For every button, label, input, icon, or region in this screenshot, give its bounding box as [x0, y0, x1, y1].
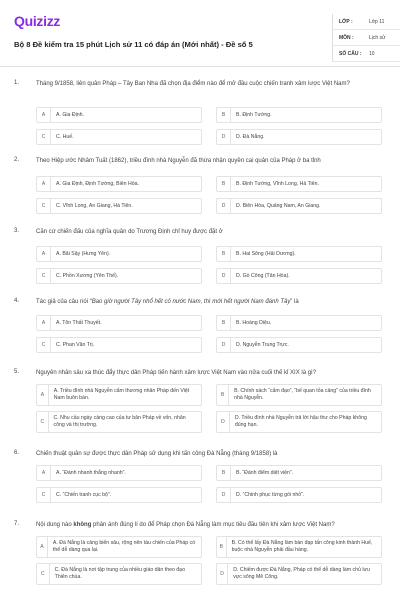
option-text: B. Định Tường, Vĩnh Long, Hà Tiên. [236, 180, 319, 187]
option-d[interactable] [216, 268, 382, 284]
option-text: D. Đà Nẵng. [236, 133, 265, 140]
info-key: SỐ CÂU : [339, 50, 362, 57]
option-text: C. Vĩnh Long, An Giang, Hà Tiên. [56, 202, 133, 209]
option-d[interactable] [216, 198, 382, 214]
question-text [36, 521, 376, 530]
option-text: D. Triều đình nhà Nguyễn trả lời hậu thư cho Pháp không đúng hạn. [234, 415, 367, 428]
option-letter: A [37, 316, 51, 330]
question-text: Căn cứ chiến đấu của nghĩa quân do Trương Định chỉ huy được đặt ở [36, 229, 223, 235]
info-table [332, 14, 400, 62]
option-letter: B [217, 247, 231, 261]
option-text: D. Nguyễn Trung Trực. [236, 341, 289, 348]
info-key: LỚP : [339, 18, 353, 25]
question-3 [14, 228, 388, 293]
question-number: 1. [14, 80, 20, 86]
option-c[interactable] [36, 129, 202, 145]
option-text: A. Gia Định, Định Tường, Biên Hòa. [56, 180, 139, 187]
option-letter: C [37, 412, 49, 432]
option-text: B. Có thể lấy Đà Nẵng làm bàn đạp tấn công kinh thành Huế, buộc nhà Nguyễn phải đầu hàng. [231, 540, 373, 553]
option-c[interactable] [36, 411, 202, 433]
question-text-pre: Nội dung nào [36, 522, 74, 528]
question-4 [14, 298, 388, 363]
option-letter: C [37, 488, 51, 502]
option-letter: A [37, 108, 51, 122]
option-letter: D [217, 488, 231, 502]
option-a[interactable] [36, 536, 202, 558]
option-a[interactable] [36, 465, 202, 481]
question-number: 6. [14, 450, 20, 456]
option-letter: D [217, 130, 231, 144]
question-number: 5. [14, 369, 20, 375]
option-b[interactable] [216, 176, 382, 192]
option-text: B. Định Tường. [236, 111, 272, 118]
option-text: A. Bãi Sậy (Hưng Yên). [56, 250, 111, 257]
option-letter: C [37, 338, 51, 352]
option-text: A. Triều đình nhà Nguyễn cấm thương nhân Pháp đến Việt Nam buôn bán. [53, 388, 190, 401]
option-letter: B [217, 177, 231, 191]
option-text: C. Huế. [56, 133, 74, 140]
option-letter: D [217, 199, 231, 213]
question-number: 2. [14, 157, 20, 163]
option-letter: A [37, 537, 48, 557]
option-text: C. Phồn Xương (Yên Thế). [56, 272, 119, 279]
question-6 [14, 450, 388, 515]
question-1 [14, 80, 388, 150]
option-letter: B [217, 385, 229, 405]
option-c[interactable] [36, 337, 202, 353]
option-text: B. Chính sách “cấm đạo”, “bế quan tỏa cảng” của triều đình nhà Nguyễn. [234, 388, 371, 401]
question-5 [14, 369, 388, 444]
info-value: 10 [369, 50, 375, 57]
option-letter: B [217, 316, 231, 330]
option-d[interactable] [216, 337, 382, 353]
option-c[interactable] [36, 563, 202, 585]
option-letter: D [217, 564, 228, 584]
option-text: C. Phan Văn Trị. [56, 341, 95, 348]
option-letter: C [37, 564, 50, 584]
option-letter: C [37, 269, 51, 283]
question-text-post: ” là [290, 299, 299, 305]
option-letter: A [37, 385, 49, 405]
option-d[interactable] [216, 411, 382, 433]
header [14, 10, 386, 65]
option-b[interactable] [216, 246, 382, 262]
info-row-count [333, 46, 400, 62]
info-value: Lịch sử [369, 34, 386, 41]
option-a[interactable] [36, 246, 202, 262]
option-letter: C [37, 130, 51, 144]
option-a[interactable] [36, 176, 202, 192]
question-number: 3. [14, 228, 20, 234]
question-number: 4. [14, 298, 20, 304]
option-text: B. Hai Sông (Hải Dương). [236, 250, 296, 257]
option-text: D. Biên Hòa, Quảng Nam, An Giang. [236, 202, 321, 209]
option-text: D. Gò Công (Tân Hòa). [236, 272, 290, 279]
option-text: D. Chiếm được Đà Nẵng, Pháp có thể dễ dàng làm chủ lưu vực sông Mê Công. [233, 567, 370, 580]
question-quote: Bao giờ người Tây nhổ hết cỏ nước Nam, thì mới hết người Nam đánh Tây [91, 299, 291, 305]
question-text: Chiến thuật quân sự được thực dân Pháp sử dụng khi tấn công Đà Nẵng (tháng 9/1858) là [36, 451, 278, 457]
option-c[interactable] [36, 268, 202, 284]
question-number: 7. [14, 521, 20, 527]
option-a[interactable] [36, 384, 202, 406]
option-b[interactable] [216, 107, 382, 123]
question-text-post: phản ánh đúng lí do để Pháp chọn Đà Nẵng làm mục tiêu đầu tiên khi xâm lược Việt Nam? [91, 522, 335, 528]
question-2 [14, 157, 388, 222]
option-text: A. “Đánh nhanh thắng nhanh”. [56, 469, 126, 476]
document-title: Bộ 8 Đề kiểm tra 15 phút Lịch sử 11 có đáp án (Mới nhất) - Đề số 5 [14, 40, 253, 49]
question-text: Nguyên nhân sâu xa thúc đẩy thực dân Pháp tiến hành xâm lược Việt Nam vào nửa cuối thế kỉ XIX là gì? [36, 370, 317, 376]
question-text-emphasis: không [73, 522, 92, 528]
option-letter: B [217, 466, 231, 480]
option-b[interactable] [216, 465, 382, 481]
option-text: B. “Đánh điểm diệt viện”. [236, 469, 294, 476]
header-divider [0, 66, 400, 67]
option-text: A. Đà Nẵng là cảng biển sâu, rộng nên tàu chiến của Pháp có thể dễ dàng qua lại. [52, 540, 196, 553]
question-text [36, 298, 376, 307]
option-text: C. “Chiến tranh cục bộ”. [56, 491, 112, 498]
option-text: B. Hoàng Diệu. [236, 319, 272, 326]
option-c[interactable] [36, 198, 202, 214]
question-text: Tháng 9/1858, liên quân Pháp – Tây Ban Nha đã chọn địa điểm nào để mở đầu cuộc chiến tranh xâm lược Việt Nam? [36, 81, 350, 87]
quizizz-logo: Quizizz [14, 13, 61, 29]
option-text: D. “Chinh phục từng gói nhỏ”. [236, 491, 305, 498]
option-b[interactable] [216, 384, 382, 406]
question-text: Theo Hiệp ước Nhâm Tuất (1862), triều đình nhà Nguyễn đã thừa nhận quyền cai quản của Pháp ở ba tỉnh [36, 158, 321, 164]
option-letter: C [37, 199, 51, 213]
option-b[interactable] [216, 315, 382, 331]
info-row-class [333, 14, 400, 30]
option-letter: D [217, 412, 230, 432]
info-value: Lớp 11 [369, 18, 385, 25]
option-text: A. Tôn Thất Thuyết. [56, 319, 102, 326]
question-7 [14, 521, 388, 597]
option-letter: A [37, 466, 51, 480]
option-b[interactable] [216, 536, 382, 558]
option-text: C. Nhu cầu ngày càng cao của tư bản Pháp về vốn, nhân công và thị trường. [53, 415, 186, 428]
option-a[interactable] [36, 315, 202, 331]
option-d[interactable] [216, 487, 382, 503]
option-text: A. Gia Định. [56, 111, 84, 118]
option-text: C. Đà Nẵng là nơi tập trung của nhiều giáo dân theo đạo Thiên chúa. [54, 567, 185, 580]
option-letter: D [217, 269, 231, 283]
info-row-subject [333, 30, 400, 46]
option-letter: B [217, 108, 231, 122]
option-c[interactable] [36, 487, 202, 503]
option-letter: D [217, 338, 231, 352]
option-d[interactable] [216, 563, 382, 585]
option-letter: B [217, 537, 227, 557]
question-text-pre: Tác giả của câu nói “ [36, 299, 92, 305]
option-letter: A [37, 247, 51, 261]
info-key: MÔN : [339, 34, 354, 41]
option-d[interactable] [216, 129, 382, 145]
option-letter: A [37, 177, 51, 191]
option-a[interactable] [36, 107, 202, 123]
